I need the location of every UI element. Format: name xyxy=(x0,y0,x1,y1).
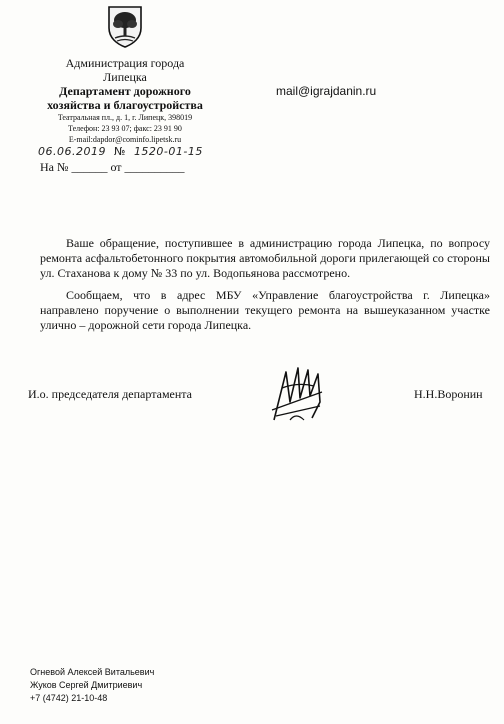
city-coat-of-arms-icon xyxy=(105,4,145,48)
letter-body xyxy=(40,236,490,340)
dept-name-line2: хозяйства и благоустройства xyxy=(47,98,203,112)
executor-line-1: Огневой Алексей Витальевич xyxy=(30,667,155,677)
signer-name: Н.Н.Воронин xyxy=(414,387,483,401)
dept-name-line1: Департамент дорожного xyxy=(59,84,191,98)
handwritten-signature xyxy=(268,362,328,424)
recipient-email: mail@igrajdanin.ru xyxy=(276,84,377,98)
org-name-line1: Администрация города xyxy=(65,56,185,70)
outgoing-number-label: № xyxy=(113,145,126,158)
dept-phone: Телефон: 23 93 07; факс: 23 91 90 xyxy=(68,124,182,133)
body-paragraph-2: Сообщаем, что в адрес МБУ «Управление благоустройства г. Липецка» направлено поручение о выполнении текущего ремонта на вышеуказанном участке улично – дорожной сети города Липецка. xyxy=(40,288,490,332)
dept-address: Театральная пл., д. 1, г. Липецк, 398019 xyxy=(57,113,193,122)
signer-role: И.о. председателя департамента xyxy=(28,387,192,401)
executor-phone: +7 (4742) 21-10-48 xyxy=(30,693,108,703)
executor-line-2: Жуков Сергей Дмитриевич xyxy=(30,680,143,690)
incoming-reference: На № ______ от __________ xyxy=(40,160,185,174)
sender-letterhead xyxy=(40,56,210,145)
outgoing-number: 1520-01-15 xyxy=(133,145,203,158)
outgoing-date: 06.06.2019 xyxy=(38,145,106,158)
org-name-line2: Липецка xyxy=(103,70,147,84)
body-paragraph-1: Ваше обращение, поступившее в администрацию города Липецка, по вопросу ремонта асфальтобетонного покрытия автомобильной дороги прилегающей со стороны ул. Стаханова к дому № 33 по ул. Водопьянова рассмотрено. xyxy=(40,236,490,280)
dept-email: E-mail:dapdor@cominfo.lipetsk.ru xyxy=(68,135,182,144)
outgoing-registration xyxy=(38,145,203,158)
executor-block xyxy=(30,666,154,705)
